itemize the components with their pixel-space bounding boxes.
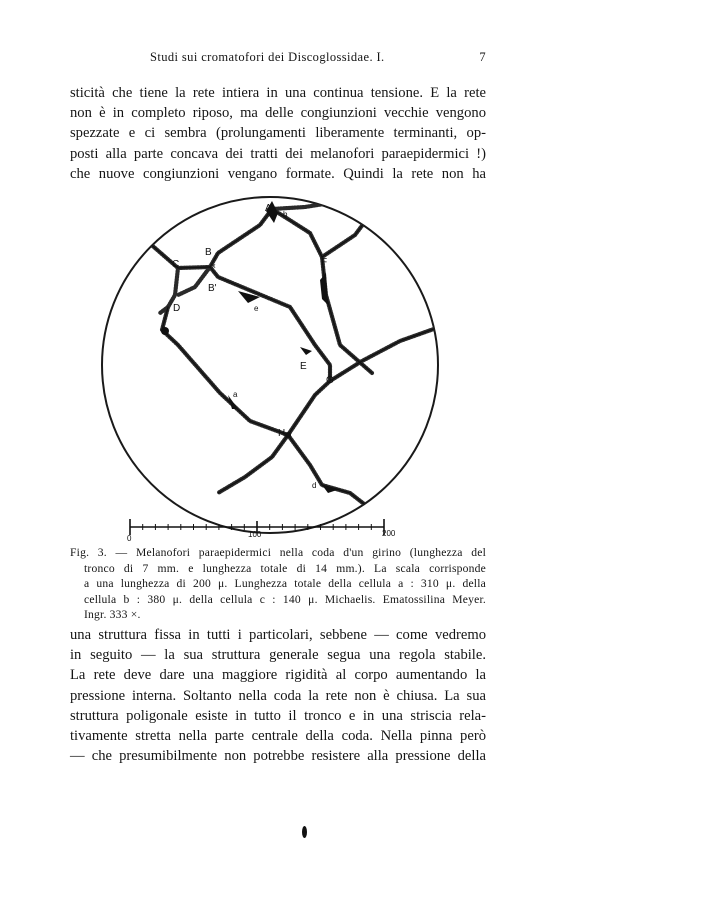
text-line: tivamente stretta nella parte centrale della coda. Nella pinna però	[70, 727, 486, 744]
label-B-prime: B'	[208, 283, 217, 294]
running-title: Studi sui cromatofori dei Discoglossidae. I.	[150, 50, 385, 64]
caption-line: Fig. 3. — Melanofori paraepidermici nella coda d'un girino (lunghezza del	[70, 546, 486, 559]
caption-line: Ingr. 333 ×.	[84, 608, 141, 622]
scale-label-end: 200	[382, 529, 396, 538]
text-line: struttura poligonale esiste in tutto il tronco e in una striscia rela-	[70, 707, 486, 724]
label-G: G	[326, 375, 334, 386]
label-A: A	[265, 203, 272, 214]
label-a: a	[233, 390, 238, 399]
label-D: D	[173, 303, 181, 314]
footer-dot	[302, 826, 307, 838]
caption-line: a una lunghezza di 200 μ. Lunghezza totale della cellula a : 310 μ. della	[84, 577, 486, 591]
text-line: non è in completo riposo, ma delle congiunzioni vecchie vengono	[70, 105, 486, 122]
scale-label-start: 0	[127, 534, 132, 543]
figure-labels	[172, 203, 334, 490]
text-line: sticità che tiene la rete intiera in una continua tensione. E la rete	[70, 85, 486, 101]
text-line: posti alla parte concava dei tratti dei melanofori paraepidermici !)	[70, 145, 486, 162]
caption-line: cellula b : 380 μ. della cellula c : 140 μ. Michaelis. Ematossilina Meyer.	[84, 592, 486, 606]
label-b: b	[283, 210, 288, 219]
text-line: una struttura fissa in tutti i particolari, sebbene — come vedremo	[70, 627, 486, 643]
text-line: spezzate e ci sembra (prolungamenti liberamente terminanti, op-	[70, 125, 486, 142]
text-line: — che presumibilmente non potrebbe resistere alla pressione della	[70, 748, 486, 765]
text-line: pressione interna. Soltanto nella coda la rete non è chiusa. La sua	[70, 687, 486, 704]
label-e: e	[254, 304, 259, 313]
melanophore-figure	[100, 195, 440, 535]
label-d: d	[312, 481, 317, 490]
text-line: in seguito — la sua struttura generale segua una regola stabile.	[70, 647, 486, 664]
label-F: F	[321, 257, 328, 268]
figure-caption	[70, 545, 486, 623]
scale-bar	[120, 513, 400, 543]
bottom-paragraph	[70, 625, 486, 766]
text-line: che nuove congiunzioni vengano formate. Quindi la rete non ha	[70, 165, 486, 182]
scale-label-mid: 100	[248, 530, 262, 539]
label-E: E	[300, 361, 307, 372]
page-number: 7	[479, 50, 486, 64]
melanophore-network	[140, 198, 440, 507]
label-B: B	[205, 247, 212, 258]
caption-line: tronco di 7 mm. e lunghezza totale di 14 mm.). La scala corrisponde	[84, 561, 486, 575]
label-x: x	[212, 263, 216, 270]
melanophore-cell-bodies	[161, 201, 340, 493]
label-C: C	[172, 259, 180, 270]
top-paragraph	[70, 83, 486, 184]
text-line: La rete deve dare una maggiore rigidità al corpo aumentando la	[70, 667, 486, 684]
label-H: H	[278, 428, 286, 439]
